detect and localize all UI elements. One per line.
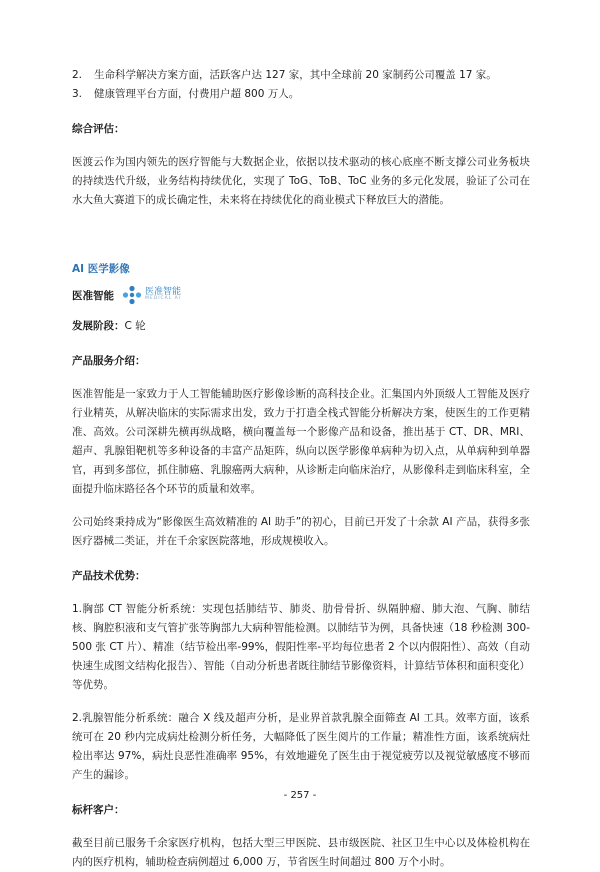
list-item [72,66,530,85]
section-title: AI 医学影像 [72,263,130,275]
list-item [72,85,530,104]
tech-paragraph: 2.乳腺智能分析系统：融合 X 线及超声分析，是业界首款乳腺全面筛查 AI 工具。效率方面，该系统可在 20 秒内完成病灶检测分析任务，大幅降低了医生阅片的工作量；精准性方面，该系统病灶检出率达 97%，病灶良恶性准确率 95%，有效地避免了医生由于视觉疲劳以及视觉敏感度不够而产生的漏诊。 [72,712,530,781]
clients-heading: 标杆客户： [72,804,125,816]
company-name: 医准智能 [72,289,114,302]
intro-paragraph: 公司始终秉持成为“影像医生高效精准的 AI 助手”的初心，目前已开发了十余款 AI 产品，获得多张医疗器械二类证，并在千余家医院落地，形成规模收入。 [72,516,530,547]
logo-chinese-text: 医准智能 [145,287,182,298]
list-text: 生命科学解决方案方面，活跃客户达 127 家，其中全球前 20 家制药公司覆盖 17 家。 [94,69,497,81]
assessment-heading: 综合评估： [72,123,125,135]
company-header [72,283,530,307]
tech-paragraph: 1.胸部 CT 智能分析系统：实现包括肺结节、肺炎、肋骨骨折、纵隔肿瘤、肺大泡、气胸、肺结核、胸腔积液和支气管扩张等胸部九大病种智能检测。以肺结节为例，具备快速（18 秒检测 300-500 张 CT 片）、精准（结节检出率-99%，假阳性率-平均每位患者 2 个以内假阳性）、高效（自动快速生成图文结构化报告）、智能（自动分析患者既往肺结节影像资料，计算结节体积和面积变化）等优势。 [72,603,530,691]
list-text: 健康管理平台方面，付费用户超 800 万人。 [94,88,300,100]
stage-label: 发展阶段 [72,320,114,332]
assessment-paragraph: 医渡云作为国内领先的医疗智能与大数据企业，依据以技术驱动的核心底座不断支撑公司业务板块的持续迭代升级，业务结构持续优化，实现了 ToG、ToB、ToC 业务的多元化发展，验证了公司在水大鱼大赛道下的成长确定性，未来将在持续优化的商业模式下释放巨大的潜能。 [72,156,530,206]
company-logo [122,285,181,305]
stage-value: C 轮 [124,320,146,332]
logo-icon [122,285,142,305]
tech-heading: 产品技术优势： [72,570,146,582]
list-number: 2. [72,69,83,81]
logo-english-text: MEDICAL AI [145,296,182,302]
list-number: 3. [72,88,83,100]
document-page [72,66,530,872]
intro-heading: 产品服务介绍： [72,355,146,367]
stage-row: 发展阶段：C 轮 [72,320,146,332]
page-number: - 257 - [283,790,317,801]
clients-paragraph: 截至目前已服务千余家医疗机构，包括大型三甲医院、县市级医院、社区卫生中心以及体检机构在内的医疗机构，辅助检查病例超过 6,000 万，节省医生时间超过 800 万个小时。 [72,837,530,868]
intro-paragraph: 医准智能是一家致力于人工智能辅助医疗影像诊断的高科技企业。汇集国内外顶级人工智能及医疗行业精英，从解决临床的实际需求出发，致力于打造全栈式智能分析解决方案，使医生的工作更精准、高效。公司深耕先横再纵战略，横向覆盖每一个影像产品和设备，推出基于 CT、DR、MRI、超声、乳腺钼靶机等多种设备的丰富产品矩阵，纵向以医学影像单病种为切入点，从单病种到单器官，再到多部位，抓住肺癌、乳腺癌两大病种，从诊断走向临床治疗，从影像科走到临床科室，全面提升临床路径各个环节的质量和效率。 [72,388,530,495]
